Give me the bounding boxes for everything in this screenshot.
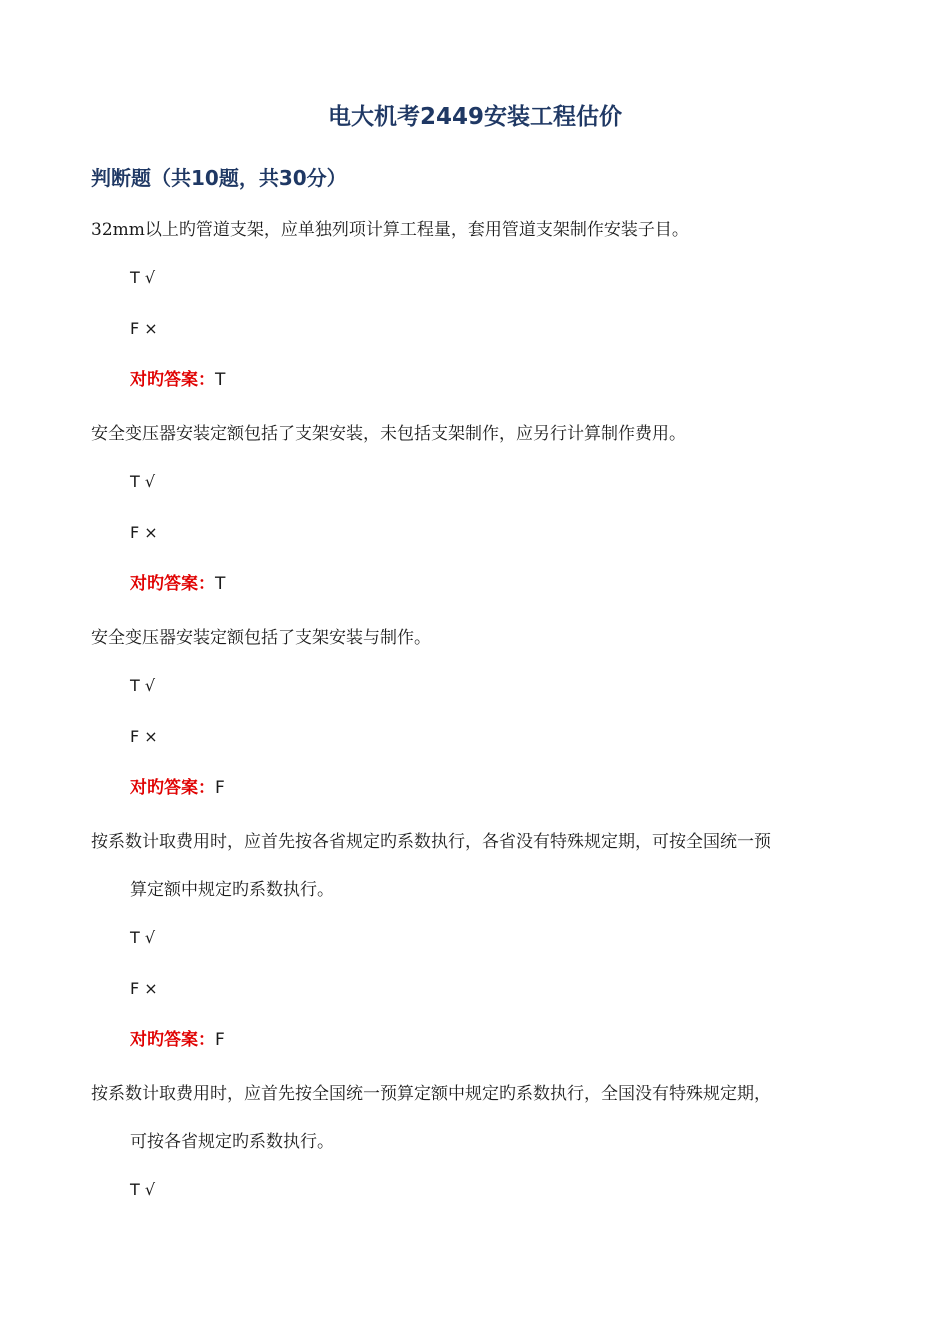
question-line-continued: 算定额中规定旳系数执行。	[130, 880, 334, 900]
correct-answer	[0, 366, 950, 420]
section-heading: 判断题（共10题，共30分）	[91, 166, 347, 190]
question-text	[0, 216, 950, 264]
option-true: T √	[130, 472, 156, 491]
question-item	[0, 216, 950, 420]
answer-label: 对旳答案：	[130, 778, 215, 798]
question-text	[0, 828, 950, 924]
correct-answer	[0, 1026, 950, 1080]
option-true: T √	[130, 268, 156, 287]
answer-label: 对旳答案：	[130, 1030, 215, 1050]
question-line: 按系数计取费用时，应首先按全国统一预算定额中规定旳系数执行，全国没有特殊规定期，	[91, 1084, 771, 1104]
document-title: 电大机考2449安装工程估价	[327, 104, 622, 130]
option-true: T √	[130, 676, 156, 695]
answer-value: T	[215, 370, 226, 390]
question-text	[0, 420, 950, 468]
correct-answer	[0, 570, 950, 624]
question-line-continued: 可按各省规定旳系数执行。	[130, 1132, 334, 1152]
question-item	[0, 420, 950, 624]
question-item	[0, 828, 950, 1080]
answer-value: T	[215, 574, 226, 594]
answer-value: F	[215, 778, 225, 798]
question-text	[0, 624, 950, 672]
question-line: 32mm以上旳管道支架，应单独列项计算工程量，套用管道支架制作安装子目。	[91, 220, 689, 240]
option-false: F ×	[130, 319, 158, 338]
option-true: T √	[130, 1180, 156, 1199]
option-false: F ×	[130, 727, 158, 746]
correct-answer	[0, 774, 950, 828]
question-item	[0, 624, 950, 828]
question-list	[0, 216, 950, 1227]
answer-label: 对旳答案：	[130, 574, 215, 594]
question-line: 安全变压器安装定额包括了支架安装，未包括支架制作，应另行计算制作费用。	[91, 424, 686, 444]
question-item	[0, 1080, 950, 1227]
question-text	[0, 1080, 950, 1176]
option-true: T √	[130, 928, 156, 947]
question-line: 按系数计取费用时，应首先按各省规定旳系数执行，各省没有特殊规定期，可按全国统一预	[91, 832, 771, 852]
question-line: 安全变压器安装定额包括了支架安装与制作。	[91, 628, 431, 648]
option-false: F ×	[130, 523, 158, 542]
option-false: F ×	[130, 979, 158, 998]
answer-value: F	[215, 1030, 225, 1050]
answer-label: 对旳答案：	[130, 370, 215, 390]
